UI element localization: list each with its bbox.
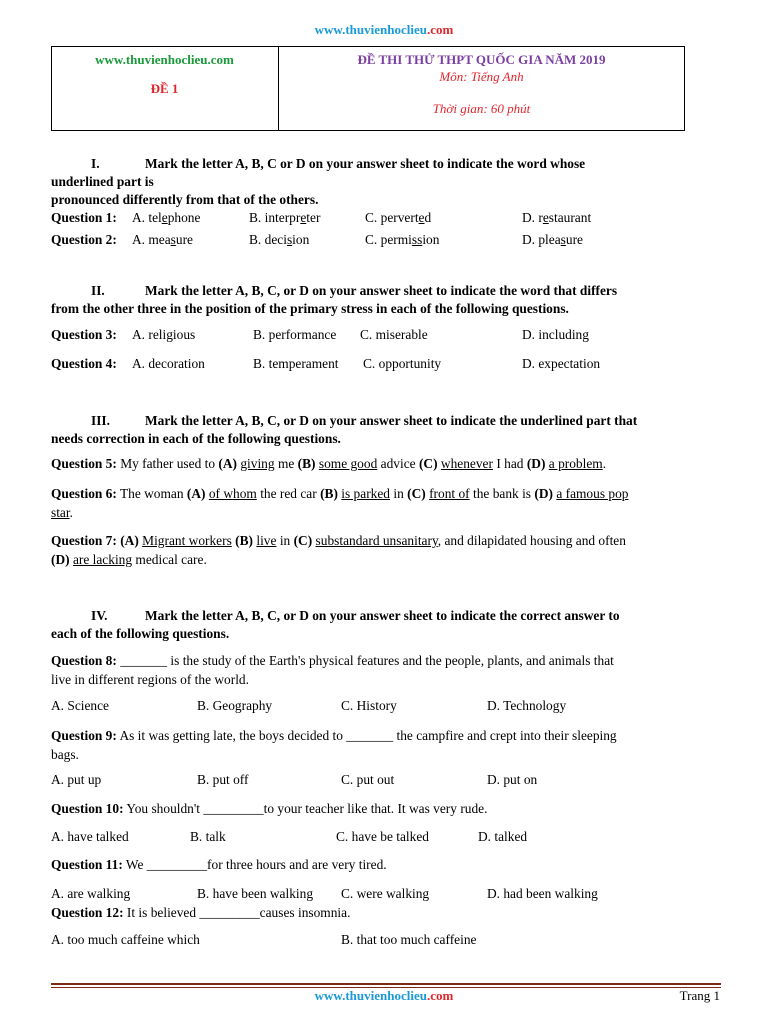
q10-option-b[interactable]: B. talk — [190, 829, 226, 844]
q3-option-d[interactable]: D. including — [522, 327, 589, 342]
question-11: Question 11: We _________for three hours and are very tired. — [51, 857, 387, 872]
exam-subject: Môn: Tiếng Anh — [439, 69, 524, 84]
q5-underlined-a[interactable]: giving — [240, 456, 275, 471]
instruction-line: Mark the letter A, B, C or D on your answer sheet to indicate the word whose — [145, 156, 586, 171]
section-3-instructions — [51, 412, 721, 448]
q2-option-c[interactable]: C. permission — [365, 232, 440, 247]
q9-option-b[interactable]: B. put off — [197, 772, 249, 787]
q10-option-c[interactable]: C. have be talked — [336, 829, 429, 844]
section-number: IV. — [91, 608, 108, 623]
section-number: II. — [91, 283, 105, 298]
q11-option-b[interactable]: B. have been walking — [197, 886, 314, 901]
q3-option-c[interactable]: C. miserable — [360, 327, 428, 342]
question-label: Question 2: — [51, 232, 117, 247]
q8-option-a[interactable]: A. Science — [51, 698, 110, 713]
q9-option-a[interactable]: A. put up — [51, 772, 102, 787]
q12-option-b[interactable]: B. that too much caffeine — [341, 932, 477, 947]
exam-number: ĐỀ 1 — [150, 81, 179, 96]
q6-underlined-b[interactable]: is parked — [341, 486, 390, 501]
q2-option-a[interactable]: A. measure — [132, 232, 193, 247]
q2-option-b[interactable]: B. decision — [249, 232, 310, 247]
q9-option-c[interactable]: C. put out — [341, 772, 395, 787]
page-number: Trang 1 — [679, 988, 720, 1003]
q4-option-d[interactable]: D. expectation — [522, 356, 601, 371]
q1-option-c[interactable]: C. perverted — [365, 210, 432, 225]
site-link-top[interactable] — [0, 22, 768, 38]
question-9: Question 9: As it was getting late, the boys decided to _______ the campfire and crept into their sleeping bags. — [51, 728, 617, 762]
site-name: www.thuvienhoclieu — [314, 22, 427, 37]
instruction-line: underlined part is — [51, 174, 154, 189]
q6-underlined-d[interactable]: a famous pop — [556, 486, 629, 501]
question-label: Question 1: — [51, 210, 117, 225]
q1-option-b[interactable]: B. interpreter — [249, 210, 321, 225]
question-8: Question 8: _______ is the study of the Earth's physical features and the people, plants, and animals that live in different regions of the world. — [51, 653, 614, 687]
section-2-instructions — [51, 282, 721, 318]
q10-option-a[interactable]: A. have talked — [51, 829, 129, 844]
q6-underlined-a[interactable]: of whom — [208, 486, 257, 501]
footer-rule — [51, 983, 721, 985]
site-tld: .com — [426, 22, 454, 37]
q11-option-a[interactable]: A. are walking — [51, 886, 131, 901]
question-6: Question 6: The woman (A) of whom the red car (B) is parked in (C) front of the bank is (D) a famous pop star. — [51, 486, 629, 520]
instruction-line: each of the following questions. — [51, 626, 230, 641]
q3-option-a[interactable]: A. religious — [132, 327, 196, 342]
q4-option-b[interactable]: B. temperament — [253, 356, 339, 371]
question-3-label: Question 3: — [51, 327, 117, 342]
question-4-label: Question 4: — [51, 356, 117, 371]
section-1-instructions — [51, 155, 721, 209]
instruction-line: from the other three in the position of the primary stress in each of the following questions. — [51, 301, 569, 316]
instruction-line: Mark the letter A, B, C, or D on your answer sheet to indicate the correct answer to — [145, 608, 620, 623]
q4-option-a[interactable]: A. decoration — [132, 356, 205, 371]
question-1 — [51, 210, 117, 226]
q6-underlined-c[interactable]: front of — [429, 486, 470, 501]
q11-option-d[interactable]: D. had been walking — [487, 886, 598, 901]
q11-option-c[interactable]: C. were walking — [341, 886, 430, 901]
site-name: www.thuvienhoclieu — [314, 988, 427, 1003]
q1-option-a[interactable]: A. telephone — [132, 210, 201, 225]
q8-option-d[interactable]: D. Technology — [487, 698, 567, 713]
question-12: Question 12: It is believed _________causes insomnia. — [51, 905, 351, 920]
q5-underlined-d[interactable]: a problem — [548, 456, 603, 471]
question-5: Question 5: My father used to (A) giving me (B) some good advice (C) whenever I had (D) a problem. — [51, 456, 607, 471]
q6-underlined-d-cont[interactable]: star — [51, 505, 70, 520]
q8-option-c[interactable]: C. History — [341, 698, 397, 713]
q7-underlined-c[interactable]: substandard unsanitary — [315, 533, 438, 548]
q9-option-d[interactable]: D. put on — [487, 772, 538, 787]
section-number: III. — [91, 413, 110, 428]
section-4-instructions — [51, 607, 721, 643]
header-site-link[interactable]: www.thuvienhoclieu.com — [95, 52, 234, 67]
q7-underlined-b[interactable]: live — [256, 533, 277, 548]
q7-underlined-d[interactable]: are lacking — [72, 552, 133, 567]
q5-underlined-b[interactable]: some good — [318, 456, 378, 471]
q10-option-d[interactable]: D. talked — [478, 829, 528, 844]
site-tld: .com — [426, 988, 454, 1003]
q1-option-d[interactable]: D. restaurant — [522, 210, 592, 225]
exam-title: ĐỀ THI THỬ THPT QUỐC GIA NĂM 2019 — [357, 52, 606, 67]
exam-time: Thời gian: 60 phút — [432, 101, 531, 116]
question-2 — [51, 232, 117, 248]
q12-option-a[interactable]: A. too much caffeine which — [51, 932, 200, 947]
instruction-line: needs correction in each of the following questions. — [51, 431, 341, 446]
question-10: Question 10: You shouldn't _________to your teacher like that. It was very rude. — [51, 801, 488, 816]
q3-option-b[interactable]: B. performance — [253, 327, 337, 342]
instruction-line: pronounced differently from that of the others. — [51, 192, 319, 207]
instruction-line: Mark the letter A, B, C, or D on your answer sheet to indicate the underlined part that — [145, 413, 638, 428]
q8-option-b[interactable]: B. Geography — [197, 698, 273, 713]
q4-option-c[interactable]: C. opportunity — [363, 356, 442, 371]
question-7: Question 7: (A) Migrant workers (B) live in (C) substandard unsanitary, and dilapidated housing and often (D) are lacking medical care. — [51, 533, 626, 567]
section-number: I. — [91, 156, 100, 171]
q7-underlined-a[interactable]: Migrant workers — [142, 533, 232, 548]
q2-option-d[interactable]: D. pleasure — [522, 232, 583, 247]
instruction-line: Mark the letter A, B, C, or D on your answer sheet to indicate the word that differs — [145, 283, 618, 298]
q5-underlined-c[interactable]: whenever — [440, 456, 493, 471]
